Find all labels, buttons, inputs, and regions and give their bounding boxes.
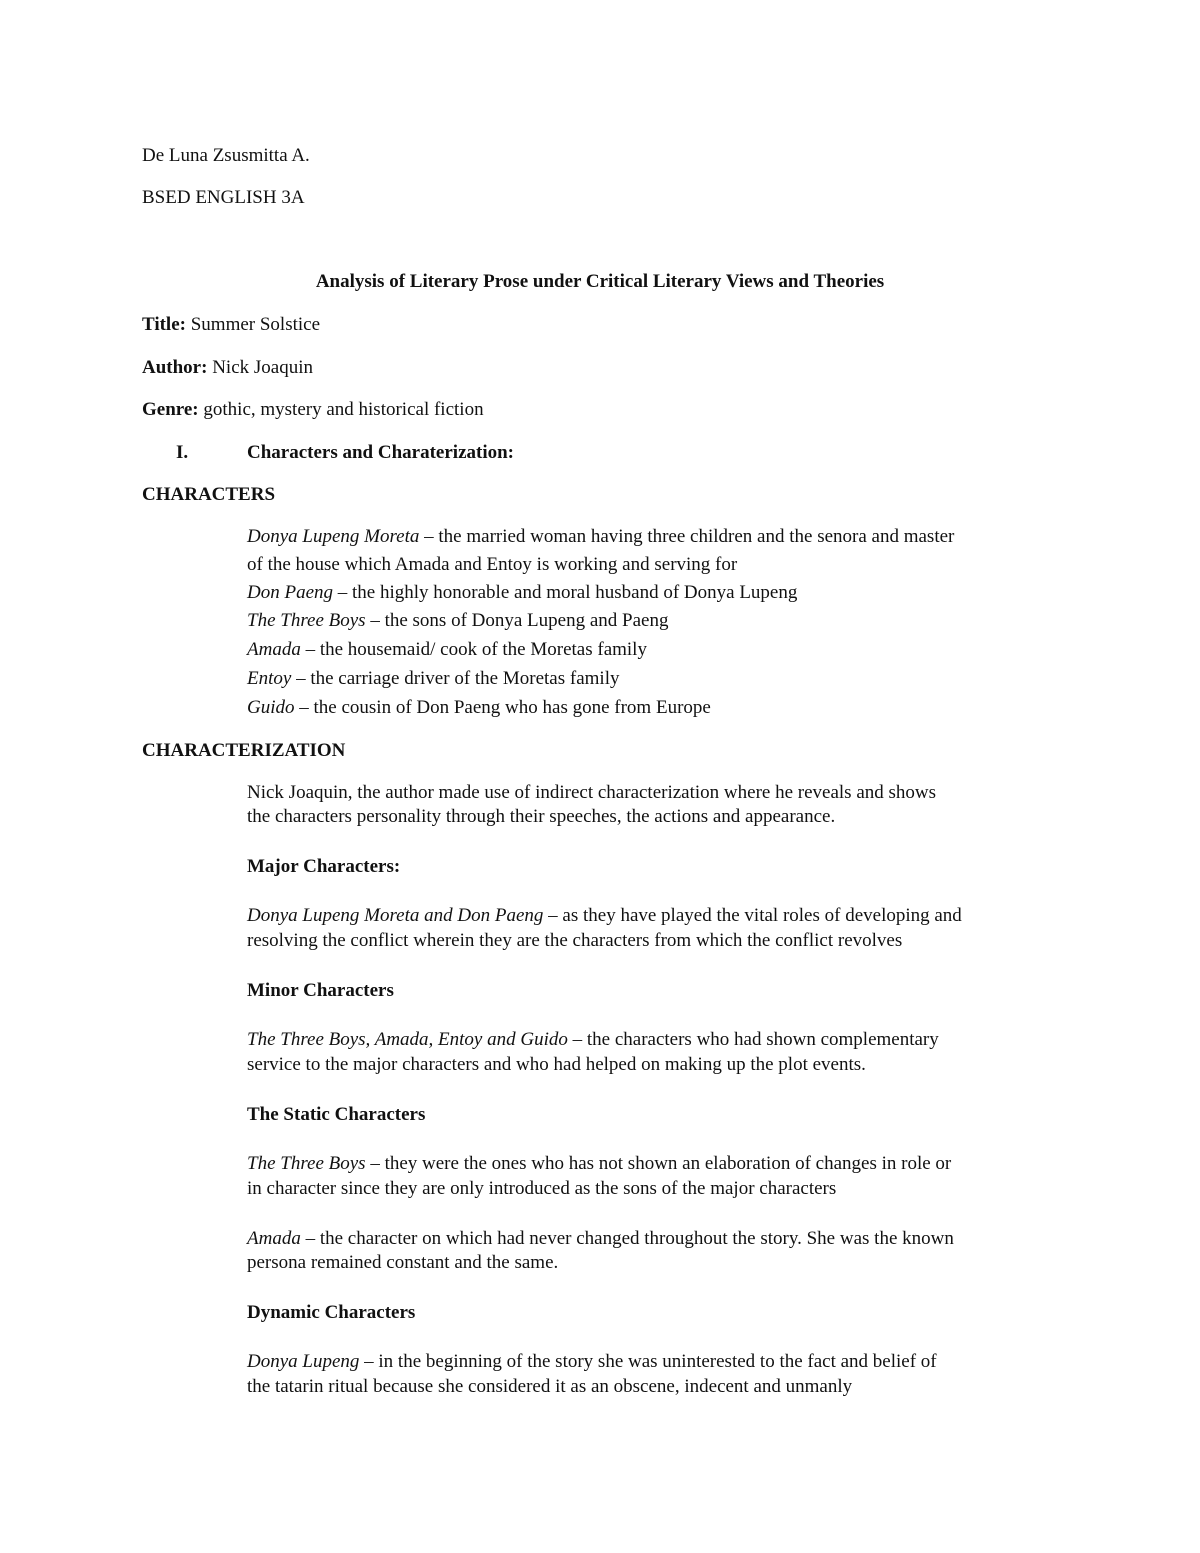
dynamic-lupeng-desc: – in the beginning of the story she was uninterested to the fact and belief of (359, 1351, 937, 1372)
characterization-intro-line2: the characters personality through their speeches, the actions and appearance. (247, 806, 836, 827)
characterization-heading: CHARACTERIZATION (142, 740, 346, 761)
character-desc: – the married woman having three children and the senora and master (419, 526, 955, 547)
character-name: The Three Boys (247, 610, 366, 631)
static-amada-line2: persona remained constant and the same. (247, 1252, 559, 1273)
section-number: I. (176, 442, 189, 463)
student-name: De Luna Zsusmitta A. (142, 145, 310, 166)
static-boys-line1 (247, 1153, 951, 1175)
static-amada-desc: – the character on which had never changed throughout the story. She was the known (300, 1228, 954, 1249)
minor-characters-line2: service to the major characters and who had helped on making up the plot events. (247, 1054, 866, 1075)
character-desc: – the cousin of Don Paeng who has gone from Europe (294, 697, 711, 718)
character-name: Entoy (247, 668, 292, 689)
section-heading: Characters and Charaterization: (247, 442, 515, 463)
minor-characters-desc: – the characters who had shown complementary (567, 1029, 939, 1050)
meta-title-line (142, 314, 320, 336)
static-amada-name: Amada (247, 1228, 301, 1249)
character-line (247, 582, 797, 604)
major-characters-names: Donya Lupeng Moreta and Don Paeng (247, 905, 544, 926)
meta-title-label: Title: (142, 314, 186, 335)
meta-genre-label: Genre: (142, 399, 199, 420)
meta-author-label: Author: (142, 357, 208, 378)
character-name: Donya Lupeng Moreta (247, 526, 420, 547)
character-line (247, 668, 619, 690)
character-desc: – the carriage driver of the Moretas family (291, 668, 620, 689)
character-name: Don Paeng (247, 582, 334, 603)
major-characters-line1 (247, 905, 962, 927)
character-name: Amada (247, 639, 301, 660)
character-desc: – the highly honorable and moral husband of Donya Lupeng (333, 582, 798, 603)
meta-genre-line (142, 399, 484, 421)
meta-title-value: Summer Solstice (190, 314, 321, 335)
minor-characters-heading: Minor Characters (247, 980, 394, 1001)
character-line (247, 697, 711, 719)
major-characters-desc: – as they have played the vital roles of developing and (543, 905, 962, 926)
major-characters-line2: resolving the conflict wherein they are the characters from which the conflict revolves (247, 930, 903, 951)
document-title: Analysis of Literary Prose under Critical Literary Views and Theories (315, 271, 885, 292)
static-amada-line1 (247, 1228, 954, 1250)
characterization-intro-line1: Nick Joaquin, the author made use of indirect characterization where he reveals and shows (247, 782, 937, 803)
dynamic-lupeng-line1 (247, 1351, 937, 1373)
meta-genre-value: gothic, mystery and historical fiction (203, 399, 484, 420)
character-line (247, 610, 668, 632)
character-name: Guido (247, 697, 295, 718)
dynamic-characters-heading: Dynamic Characters (247, 1302, 416, 1323)
dynamic-lupeng-name: Donya Lupeng (247, 1351, 360, 1372)
character-line (247, 554, 737, 576)
character-line (247, 526, 954, 548)
characters-heading: CHARACTERS (142, 484, 276, 505)
static-boys-desc: – they were the ones who has not shown an elaboration of changes in role or (365, 1153, 952, 1174)
dynamic-lupeng-line2: the tatarin ritual because she considered it as an obscene, indecent and unmanly (247, 1376, 853, 1397)
course-section: BSED ENGLISH 3A (142, 187, 305, 208)
minor-characters-line1 (247, 1029, 939, 1051)
static-boys-line2: in character since they are only introduced as the sons of the major characters (247, 1178, 837, 1199)
static-boys-name: The Three Boys (247, 1153, 366, 1174)
major-characters-heading: Major Characters: (247, 856, 401, 877)
minor-characters-names: The Three Boys, Amada, Entoy and Guido (247, 1029, 568, 1050)
meta-author-line (142, 357, 313, 379)
character-desc: of the house which Amada and Entoy is working and serving for (247, 554, 738, 575)
static-characters-heading: The Static Characters (247, 1104, 426, 1125)
character-desc: – the housemaid/ cook of the Moretas family (300, 639, 647, 660)
character-line (247, 639, 647, 661)
meta-author-value: Nick Joaquin (212, 357, 313, 378)
character-desc: – the sons of Donya Lupeng and Paeng (365, 610, 669, 631)
